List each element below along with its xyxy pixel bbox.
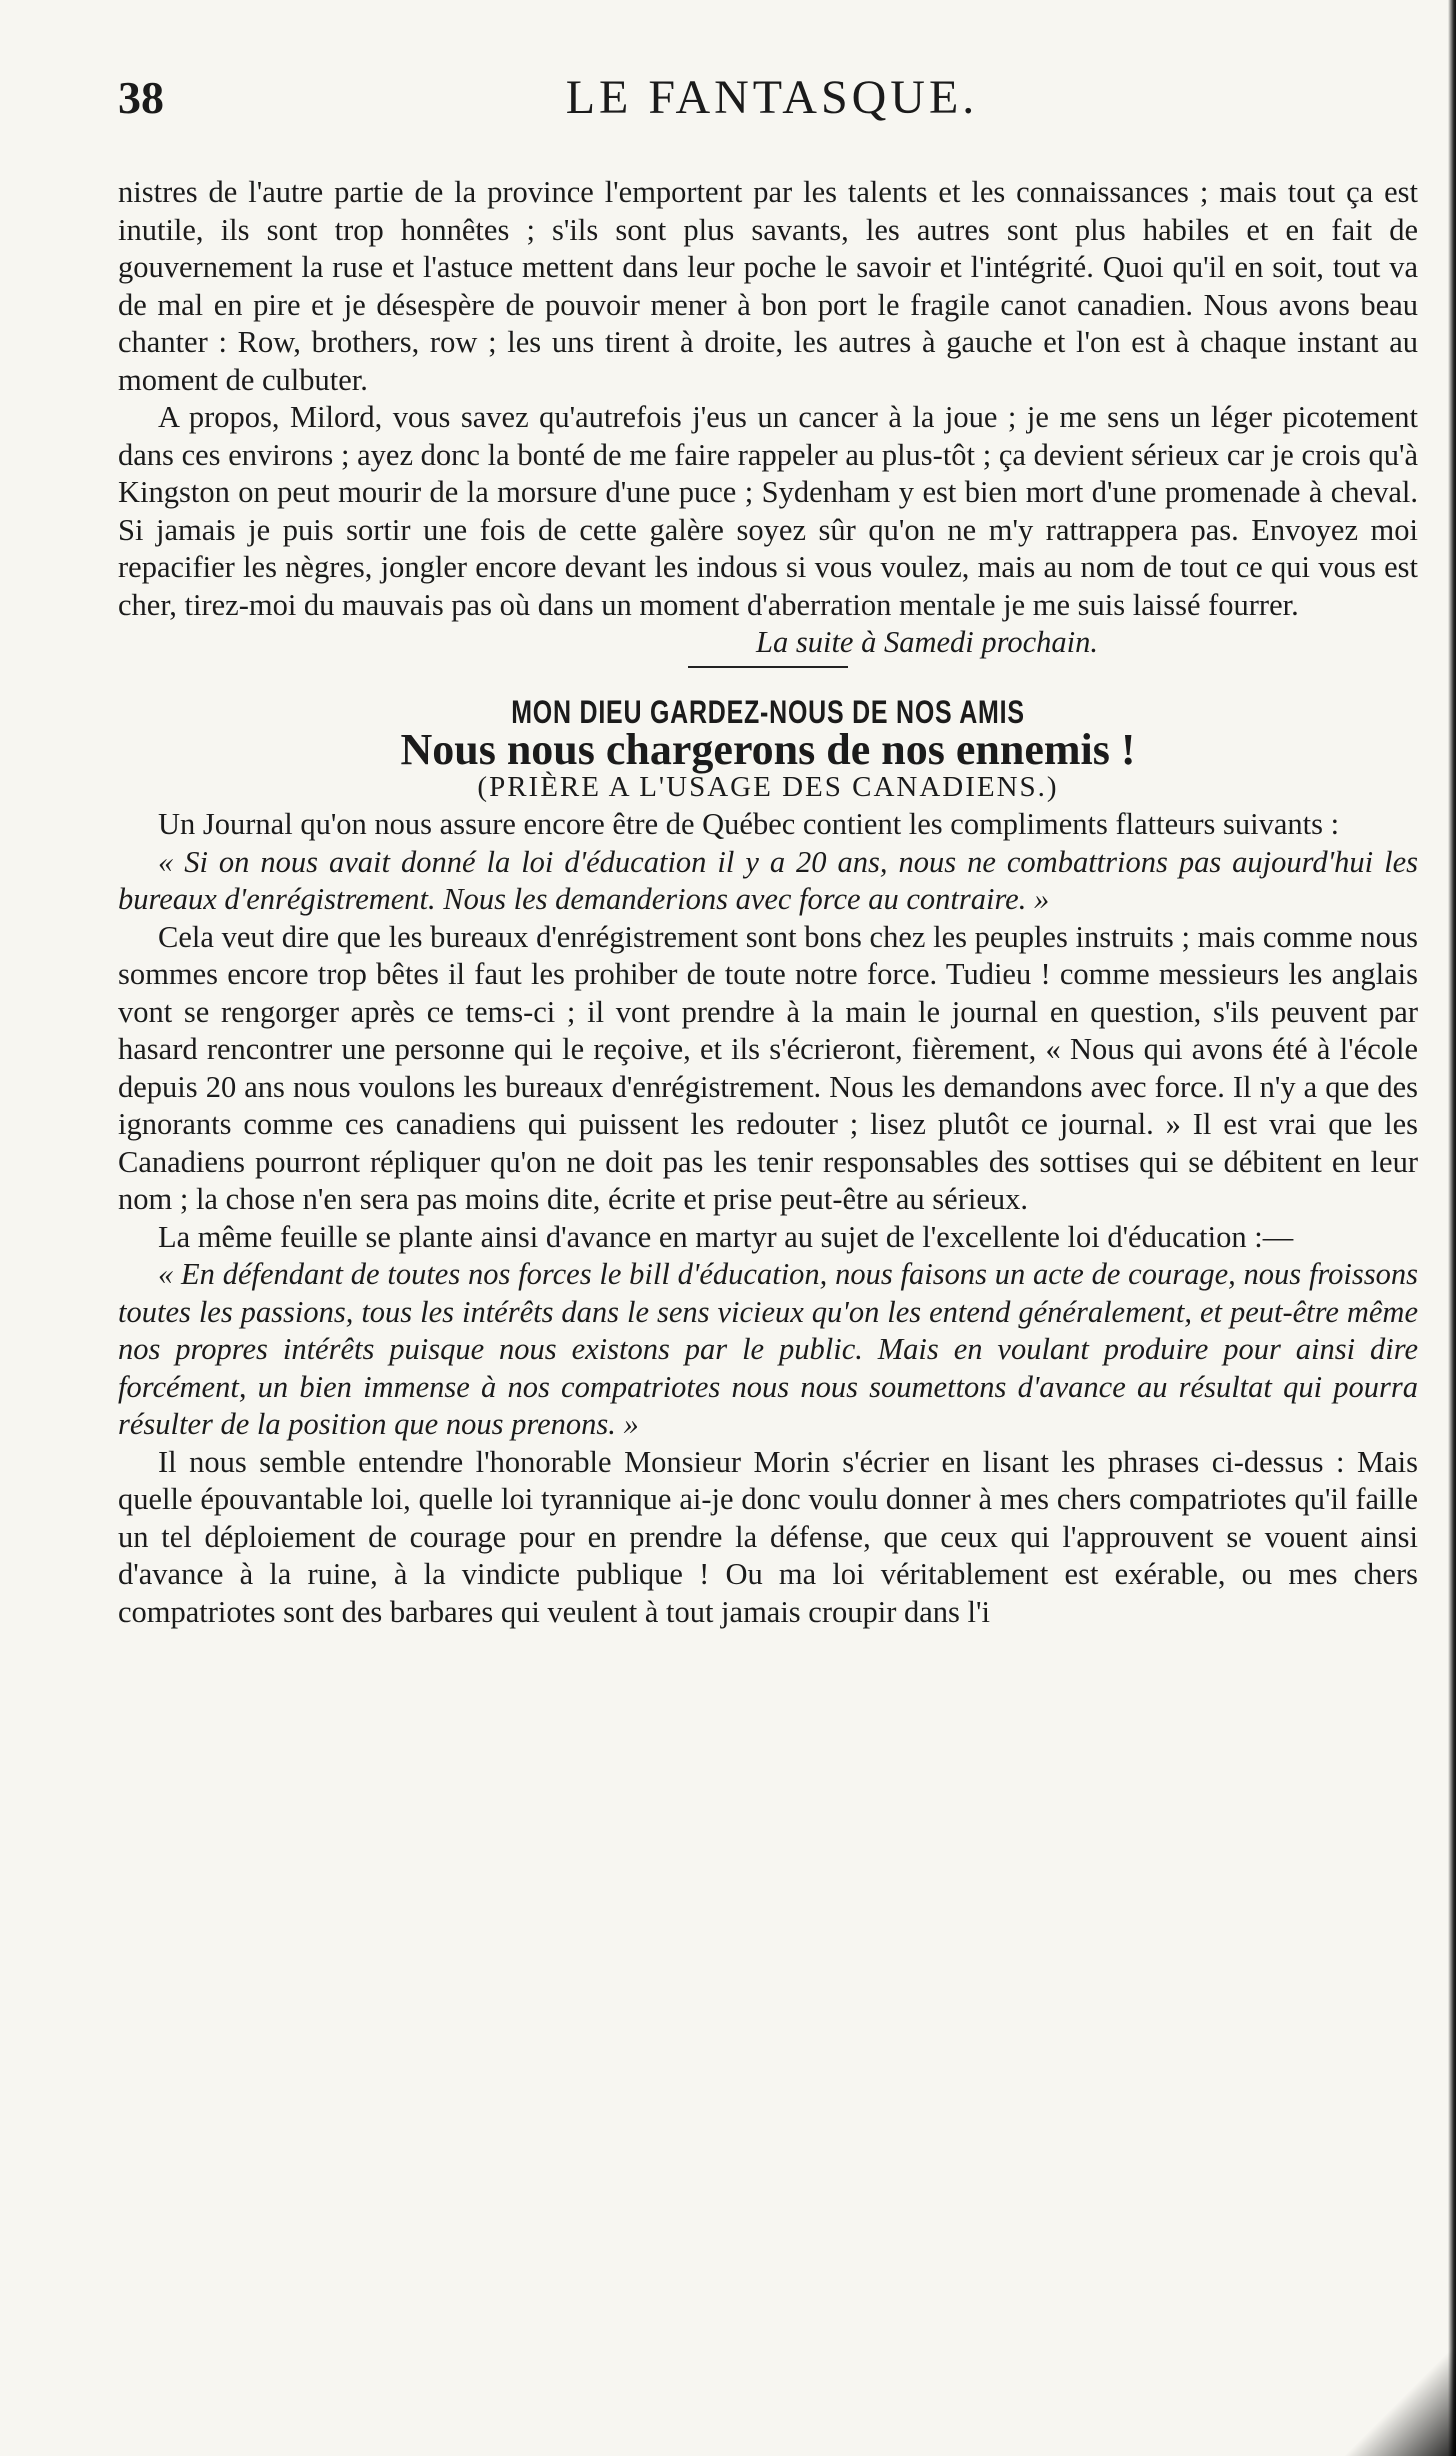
section-divider [688, 666, 848, 668]
article-paragraph-4: Il nous semble entendre l'honorable Monsieur Morin s'écrier en lisant les phrases ci-dessus : Mais quelle épouvantable loi, quelle loi tyrannique ai-je donc voulu donner à mes chers compatriotes qu'il faille un tel déploiement de courage pour en prendre la défense, que ceux qui l'approuvent se vouent ainsi d'avance à la ruine, à la vindicte publique ! Ou ma loi véritablement est exérable, ou mes chers compatriotes sont des barbares qui veulent à tout jamais croupir dans l'i [118, 1444, 1418, 1629]
page-header [118, 70, 1416, 140]
page-corner-shadow [1336, 2296, 1456, 2456]
journal-title: LE FANTASQUE. [565, 71, 979, 124]
article-paragraph-3: La même feuille se plante ainsi d'avance en martyr au sujet de l'excellente loi d'éducation :— [158, 1219, 1294, 1254]
article-quote-1: « Si on nous avait donné la loi d'éducation il y a 20 ans, nous ne combattrions pas aujourd'hui les bureaux d'enrégistrement. Nous les demanderions avec force au contraire. » [118, 844, 1418, 916]
page-edge-shadow [1448, 0, 1456, 2456]
page-number: 38 [118, 72, 164, 123]
article-subtitle: (PRIÈRE A L'USAGE DES CANADIENS.) [477, 770, 1059, 803]
article-title-line2: Nous nous chargerons de nos ennemis ! [400, 725, 1136, 774]
article-paragraph-1: Un Journal qu'on nous assure encore être de Québec contient les compliments flatteurs suivants : [158, 807, 1340, 841]
paragraph-a-propos: A propos, Milord, vous savez qu'autrefois j'eus un cancer à la joue ; je me sens un léger picotement dans ces environs ; ayez donc la bonté de me faire rappeler au plus-tôt ; ça devient sérieux car je crois qu'à Kingston on peut mourir de la morsure d'une puce ; Sydenham y est bien mort d'une promenade à cheval. Si jamais je puis sortir une fois de cette galère soyez sûr qu'on ne m'y rattrappera pas. Envoyez moi repacifier les nègres, jongler encore devant les indous si vous voulez, mais au nom de tout ce qui vous est cher, tirez-moi du mauvais pas où dans un moment d'aberration mentale je me suis laissé fourrer. [118, 400, 1418, 622]
paragraph-continued: nistres de l'autre partie de la province l'emportent par les talents et les connaissances ; mais tout ça est inutile, ils sont trop honnêtes ; s'ils sont plus savants, les autres sont plus habiles et en fait de gouvernement la ruse et l'astuce mettent dans leur poche le savoir et l'intégrité. Quoi qu'il en soit, tout va de mal en pire et je désespère de pouvoir mener à bon port le fragile canot canadien. Nous avons beau chanter : Row, brothers, row ; les uns tirent à droite, les autres à gauche et l'on est à chaque instant au moment de culbuter. [118, 175, 1418, 397]
page-body [118, 174, 1418, 1631]
article-paragraph-2: Cela veut dire que les bureaux d'enrégistrement sont bons chez les peuples instruits ; mais comme nous sommes encore trop bêtes il faut les prohiber de toute notre force. Tudieu ! comme messieurs les anglais vont se rengorger après ce tems-ci ; il vont prendre à la main le journal en question, s'ils peuvent par hasard rencontrer une personne qui le reçoive, et ils s'écrieront, fièrement, « Nous qui avons été à l'école depuis 20 ans nous voulons les bureaux d'enrégistrement. Nous les demandons avec force. Il n'y a que des ignorants comme ces canadiens qui puissent les redouter ; lisez plutôt ce journal. » Il est vrai que les Canadiens pourront répliquer qu'on ne doit pas les tenir responsables des sottises qui se débitent en leur nom ; la chose n'en sera pas moins dite, écrite et prise peut-être au sérieux. [118, 919, 1418, 1216]
continued-notice: La suite à Samedi prochain. [756, 625, 1098, 659]
article-quote-2: « En défendant de toutes nos forces le bill d'éducation, nous faisons un acte de courage, nous froissons toutes les passions, tous les intérêts dans le sens vicieux qu'on les entend généralement, et peut-être même nos propres intérêts puisque nous existons par le public. Mais en voulant produire pour ainsi dire forcément, un bien immense à nos compatriotes nous nous soumettons d'avance au résultat qui pourra résulter de la position que nous prenons. » [118, 1257, 1418, 1441]
article-title: MON DIEU GARDEZ-NOUS DE NOS AMIS [511, 693, 1025, 730]
